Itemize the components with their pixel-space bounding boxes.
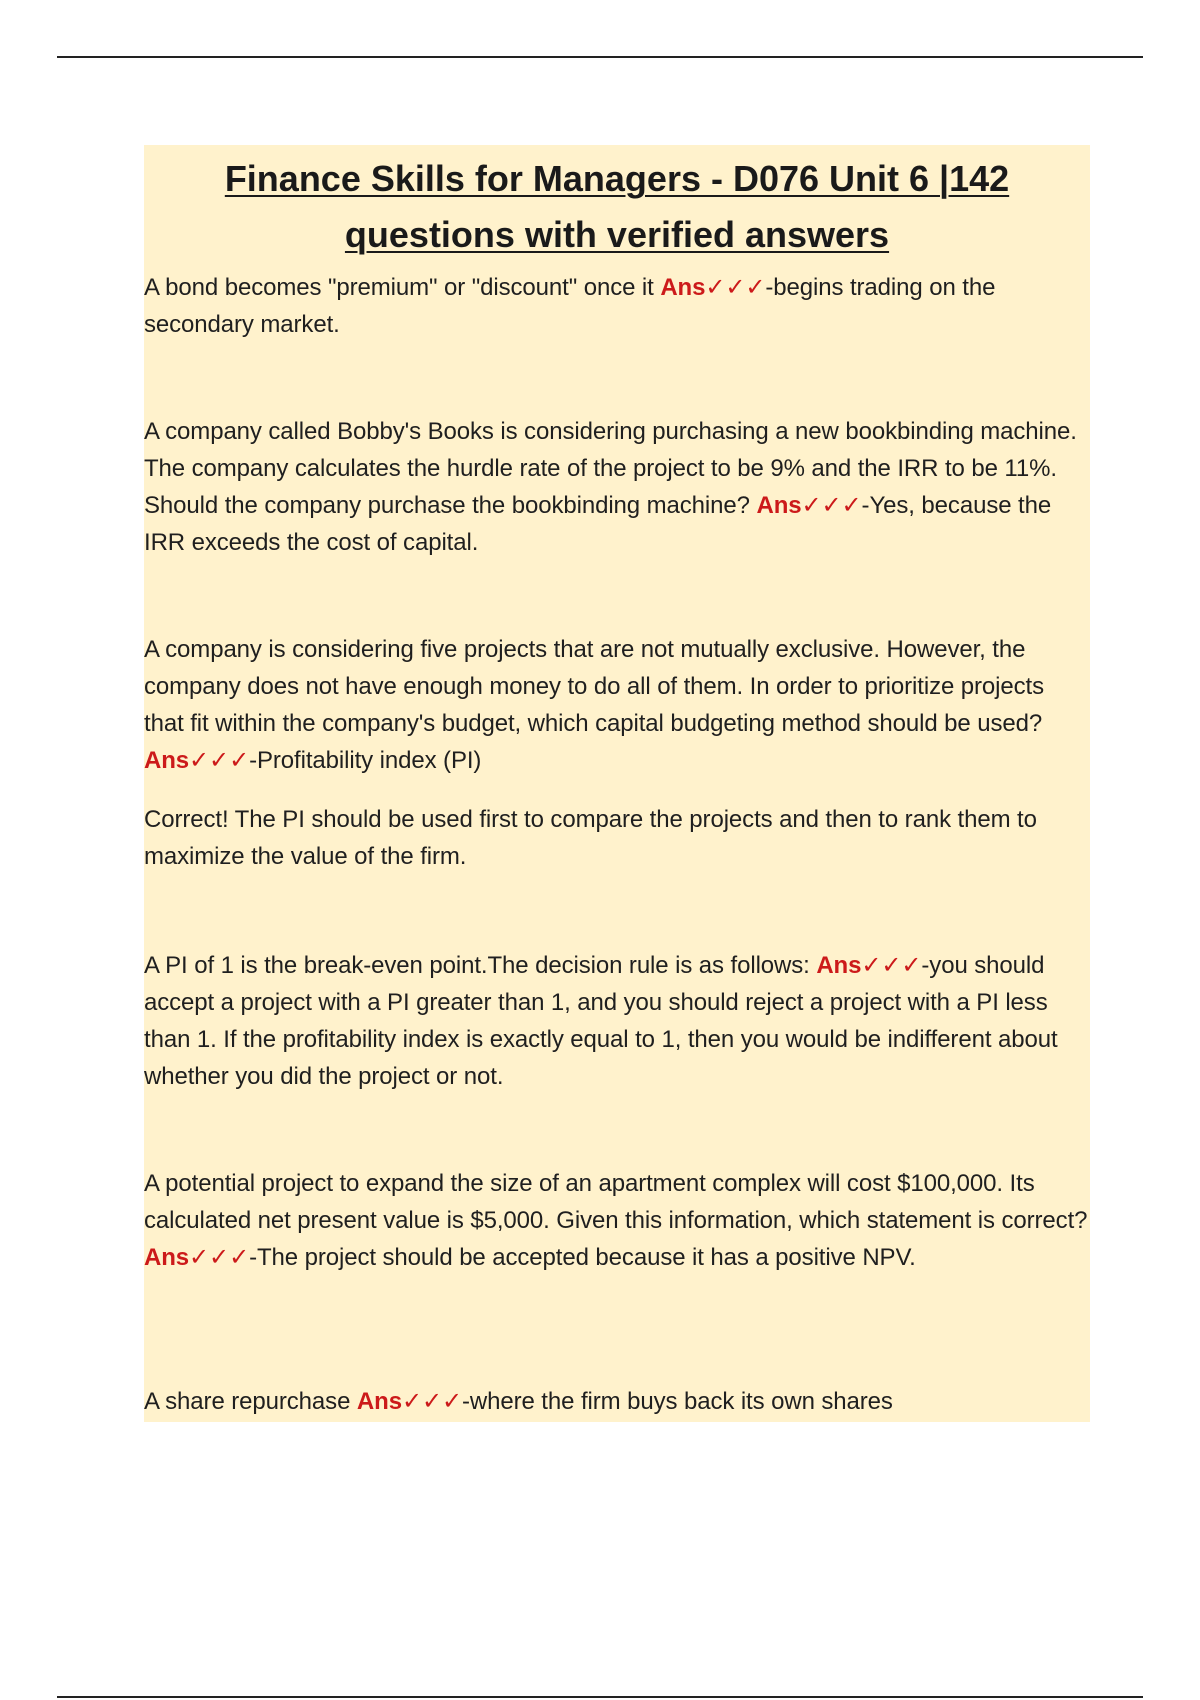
question-text: A potential project to expand the size of an apartment complex will cost $100,000. Its calculated net present value is $5,000. Given this information, which statement is correct?: [144, 1170, 1088, 1234]
checkmark-icon: ✓✓✓: [401, 1388, 462, 1415]
answer-text: -Profitability index (PI): [249, 747, 482, 774]
ans-label: Ans: [144, 747, 190, 774]
ans-label: Ans: [356, 1388, 402, 1415]
answer-text: -Yes, because the IRR exceeds the cost of capital.: [144, 492, 1052, 556]
qa-item-4: [144, 947, 1090, 1095]
ans-label: Ans: [816, 952, 862, 979]
qa-item-3: [144, 631, 1090, 779]
footer-rule: [57, 1696, 1143, 1698]
answer-text: -where the firm buys back its own shares: [461, 1388, 893, 1415]
answer-text: -begins trading on the secondary market.: [144, 274, 996, 338]
checkmark-icon: ✓✓✓: [801, 492, 862, 519]
checkmark-icon: ✓✓✓: [189, 747, 250, 774]
qa-item-2: [144, 413, 1090, 561]
qa-item-5: [144, 1165, 1090, 1276]
document-body: [144, 145, 1090, 1422]
question-text: A company is considering five projects that are not mutually exclusive. However, the company does not have enough money to do all of them. In order to prioritize projects that fit within the company's budget, which capital budgeting method should be used?: [144, 636, 1045, 737]
ans-label: Ans: [756, 492, 802, 519]
title-line-1: Finance Skills for Managers - D076 Unit 6 |142: [224, 158, 1010, 199]
document-title: [144, 145, 1090, 263]
checkmark-icon: ✓✓✓: [861, 952, 922, 979]
question-text: A share repurchase: [144, 1388, 357, 1415]
question-text: A PI of 1 is the break-even point.The decision rule is as follows:: [144, 952, 817, 979]
header-rule: [57, 56, 1143, 58]
title-line-2: questions with verified answers: [344, 214, 890, 255]
ans-label: Ans: [660, 274, 706, 301]
answer-text: -The project should be accepted because it has a positive NPV.: [249, 1244, 916, 1271]
qa-item-1: [144, 269, 1090, 343]
checkmark-icon: ✓✓✓: [705, 274, 766, 301]
checkmark-icon: ✓✓✓: [189, 1244, 250, 1271]
question-text: A bond becomes "premium" or "discount" once it: [144, 274, 661, 301]
answer-text: -you should accept a project with a PI greater than 1, and you should reject a project with a PI less than 1. If the profitability index is exactly equal to 1, then you would be indifferent about whether you did the project or not.: [144, 952, 1058, 1090]
qa-item-6: [144, 1383, 1090, 1420]
qa-item-3-note: Correct! The PI should be used first to compare the projects and then to rank them to maximize the value of the firm.: [144, 806, 1037, 870]
ans-label: Ans: [144, 1244, 190, 1271]
question-text: A company called Bobby's Books is considering purchasing a new bookbinding machine. The company calculates the hurdle rate of the project to be 9% and the IRR to be 11%. Should the company purchase the bookbinding machine?: [144, 418, 1077, 519]
